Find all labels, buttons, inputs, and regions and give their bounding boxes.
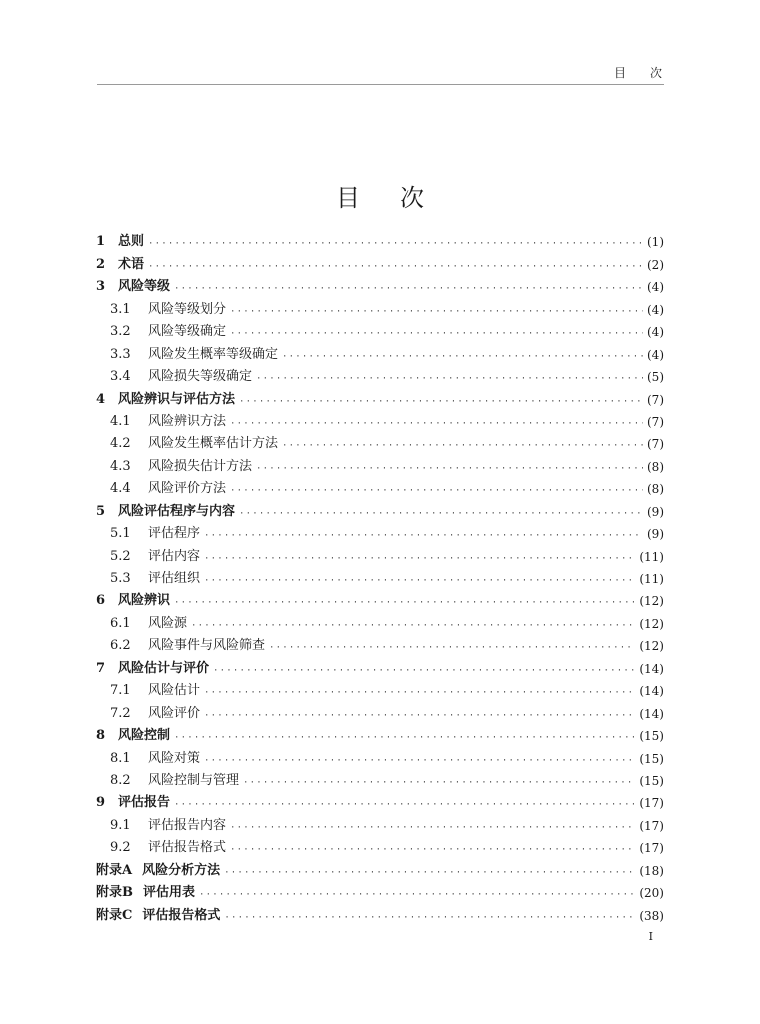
toc-entry-number: 5	[96, 503, 106, 519]
toc-entry-number: 4.4	[110, 481, 131, 497]
toc-entry-label	[96, 882, 195, 904]
toc-entry-number: 4.3	[110, 458, 131, 474]
toc-entry-page: (4)	[647, 280, 664, 295]
toc-entry[interactable]	[96, 343, 664, 365]
toc-entry-text: 评估组织	[148, 571, 201, 586]
toc-entry-label	[96, 905, 220, 927]
toc-dot-leader	[256, 370, 643, 388]
toc-entry-number: 附录B	[96, 885, 133, 901]
toc-dot-leader	[230, 415, 643, 433]
toc-entry-label	[96, 635, 265, 657]
toc-entry-page: (12)	[639, 639, 664, 654]
toc-entry[interactable]	[96, 904, 664, 926]
toc-dot-leader	[174, 594, 635, 612]
toc-entry-label	[96, 837, 226, 859]
toc-entry-number: 6	[96, 593, 106, 609]
toc-entry[interactable]	[96, 837, 664, 859]
toc-dot-leader	[230, 819, 635, 837]
toc-entry-label	[96, 389, 235, 411]
toc-entry-number: 7	[96, 660, 106, 676]
toc-entry[interactable]	[96, 635, 664, 657]
toc-entry-text: 总则	[118, 234, 145, 250]
toc-entry-label	[96, 478, 226, 500]
toc-entry-text: 风险发生概率估计方法	[148, 436, 279, 452]
toc-dot-leader	[230, 303, 643, 321]
toc-entry[interactable]	[96, 792, 664, 814]
toc-entry-text: 风险估计	[148, 683, 201, 699]
toc-entry-number: 5.2	[110, 548, 131, 564]
toc-entry-number: 9.1	[110, 817, 131, 833]
toc-entry-page: (4)	[647, 325, 664, 340]
toc-entry-label	[96, 411, 226, 433]
toc-entry-text: 风险损失估计方法	[148, 458, 253, 474]
toc-entry-page: (15)	[639, 773, 664, 788]
toc-entry-page: (12)	[639, 616, 664, 631]
toc-dot-leader	[213, 662, 635, 680]
toc-entry[interactable]	[96, 321, 664, 343]
toc-entry-number: 2	[96, 256, 106, 272]
toc-entry-text: 风险等级	[118, 279, 171, 295]
running-header-title: 目次	[613, 66, 686, 80]
toc-entry[interactable]	[96, 500, 664, 522]
toc-entry-number: 7.1	[110, 683, 131, 699]
toc-dot-leader	[243, 774, 635, 792]
toc-entry-page: (17)	[639, 841, 664, 856]
toc-entry-number: 3.1	[110, 301, 131, 317]
toc-entry-label	[96, 680, 200, 702]
toc-entry-label	[96, 546, 200, 568]
toc-entry-number: 9	[96, 795, 106, 811]
toc-entry[interactable]	[96, 814, 664, 836]
toc-entry-number: 9.2	[110, 840, 131, 856]
toc-entry-page: (8)	[647, 459, 664, 474]
toc-entry-text: 风险等级划分	[148, 301, 227, 317]
toc-entry[interactable]	[96, 882, 664, 904]
toc-dot-leader	[204, 550, 635, 568]
toc-entry[interactable]	[96, 411, 664, 433]
toc-dot-leader	[174, 729, 635, 747]
toc-entry-text: 风险评价	[148, 705, 201, 721]
toc-entry-label	[96, 501, 235, 523]
toc-dot-leader	[174, 280, 643, 298]
toc-entry-page: (4)	[647, 302, 664, 317]
toc-dot-leader	[204, 684, 635, 702]
toc-entry[interactable]	[96, 478, 664, 500]
toc-entry-number: 8	[96, 728, 106, 744]
toc-entry-text: 风险源	[148, 615, 188, 631]
toc-dot-leader	[174, 796, 635, 814]
toc-dot-leader	[224, 864, 635, 882]
toc-entry-label	[96, 792, 170, 814]
toc-entry-number: 4.1	[110, 413, 131, 429]
toc-entry-text: 风险损失等级确定	[148, 369, 253, 385]
toc-entry-label	[96, 299, 226, 321]
toc-entry-label	[96, 703, 200, 725]
toc-entry-text: 风险控制	[118, 728, 171, 744]
toc-entry-label	[96, 456, 252, 478]
toc-dot-leader	[230, 482, 643, 500]
toc-entry-page: (12)	[639, 594, 664, 609]
toc-entry-label	[96, 860, 220, 882]
toc-entry-number: 3.4	[110, 369, 131, 385]
toc-entry-label	[96, 276, 170, 298]
toc-entry-label	[96, 523, 200, 545]
toc-entry-page: (8)	[647, 482, 664, 497]
toc-entry-page: (38)	[639, 908, 664, 923]
toc-dot-leader	[269, 639, 635, 657]
toc-entry-text: 风险辨识	[118, 593, 171, 609]
toc-entry-page: (7)	[647, 392, 664, 407]
toc-entry-label	[96, 568, 200, 590]
toc-entry[interactable]	[96, 253, 664, 275]
toc-entry-number: 1	[96, 234, 106, 250]
toc-entry-text: 风险等级确定	[148, 324, 227, 340]
toc-entry-text: 风险评价方法	[148, 481, 227, 497]
toc-entry-label	[96, 321, 226, 343]
toc-entry-text: 风险估计与评价	[118, 660, 210, 676]
toc-dot-leader	[230, 841, 635, 859]
toc-entry[interactable]	[96, 747, 664, 769]
toc-entry-number: 3.2	[110, 324, 131, 340]
toc-entry-text: 风险对策	[148, 750, 201, 766]
toc-entry-label	[96, 613, 187, 635]
toc-entry-text: 评估报告格式	[148, 840, 227, 856]
toc-entry-label	[96, 366, 252, 388]
toc-entry-text: 评估报告内容	[148, 817, 227, 833]
toc-entry-label	[96, 231, 144, 253]
toc-entry-page: (11)	[639, 572, 664, 586]
toc-entry-page: (15)	[639, 729, 664, 744]
table-of-contents	[96, 231, 664, 927]
toc-entry-number: 5.1	[110, 526, 131, 542]
toc-entry-text: 评估程序	[148, 526, 201, 542]
toc-entry-text: 评估内容	[148, 548, 201, 564]
toc-entry-text: 术语	[118, 256, 145, 272]
toc-dot-leader	[204, 707, 635, 725]
toc-entry-page: (4)	[647, 347, 664, 362]
toc-entry-number: 6.2	[110, 638, 131, 654]
toc-entry-number: 5.3	[110, 571, 131, 586]
toc-entry[interactable]	[96, 298, 664, 320]
toc-entry-page: (5)	[647, 370, 664, 385]
toc-entry[interactable]	[96, 680, 664, 702]
toc-dot-leader	[224, 909, 635, 927]
toc-entry[interactable]	[96, 770, 664, 792]
toc-entry-label	[96, 658, 209, 680]
toc-dot-leader	[230, 325, 643, 343]
toc-entry-page: (9)	[647, 504, 664, 519]
toc-dot-leader	[239, 393, 643, 411]
toc-entry[interactable]	[96, 702, 664, 724]
toc-entry-number: 7.2	[110, 705, 131, 721]
toc-entry-page: (14)	[639, 661, 664, 676]
toc-entry-number: 8.1	[110, 750, 131, 766]
toc-entry-text: 风险分析方法	[142, 862, 221, 878]
toc-entry-label	[96, 725, 170, 747]
toc-entry-label	[96, 748, 200, 770]
toc-entry-text: 评估报告	[118, 795, 171, 811]
toc-entry-page: (2)	[647, 257, 664, 272]
toc-entry[interactable]	[96, 455, 664, 477]
toc-entry-label	[96, 815, 226, 837]
toc-entry[interactable]	[96, 568, 664, 590]
toc-entry[interactable]	[96, 231, 664, 253]
toc-entry[interactable]	[96, 523, 664, 545]
toc-dot-leader	[256, 460, 643, 478]
toc-dot-leader	[204, 572, 635, 590]
toc-entry-page: (7)	[647, 414, 664, 429]
toc-entry-text: 风险辨识与评估方法	[118, 391, 236, 407]
toc-entry[interactable]	[96, 859, 664, 881]
toc-entry-text: 风险发生概率等级确定	[148, 346, 279, 362]
toc-entry[interactable]	[96, 612, 664, 634]
toc-entry-label	[96, 770, 239, 792]
toc-entry-page: (1)	[647, 235, 664, 250]
toc-dot-leader	[148, 258, 643, 276]
toc-entry-label	[96, 344, 278, 366]
toc-dot-leader	[282, 348, 643, 366]
toc-entry-number: 6.1	[110, 615, 131, 631]
toc-entry[interactable]	[96, 388, 664, 410]
toc-entry-page: (14)	[639, 684, 664, 699]
toc-entry-number: 附录A	[96, 862, 133, 878]
toc-entry[interactable]	[96, 657, 664, 679]
toc-entry-label	[96, 254, 144, 276]
toc-entry-number: 4	[96, 391, 106, 407]
toc-entry-text: 评估用表	[143, 885, 196, 901]
toc-entry-page: (18)	[639, 863, 664, 878]
toc-dot-leader	[282, 437, 643, 455]
toc-dot-leader	[148, 235, 643, 253]
toc-entry[interactable]	[96, 276, 664, 298]
toc-entry-page: (17)	[639, 796, 664, 811]
toc-entry-page: (17)	[639, 818, 664, 833]
toc-entry-number: 4.2	[110, 436, 131, 452]
toc-dot-leader	[191, 617, 635, 635]
toc-entry-page: (15)	[639, 751, 664, 766]
toc-entry-number: 3	[96, 279, 106, 295]
toc-dot-leader	[239, 505, 643, 523]
toc-entry-page: (7)	[647, 437, 664, 452]
toc-entry-text: 风险控制与管理	[148, 772, 240, 788]
toc-entry[interactable]	[96, 725, 664, 747]
running-header	[97, 62, 686, 85]
toc-dot-leader	[204, 752, 635, 770]
toc-entry[interactable]	[96, 366, 664, 388]
toc-entry-text: 评估报告格式	[142, 907, 221, 923]
toc-entry-page: (11)	[639, 549, 664, 564]
toc-entry[interactable]	[96, 590, 664, 612]
toc-entry-number: 8.2	[110, 772, 131, 788]
toc-entry-page: (9)	[647, 527, 664, 542]
toc-entry-text: 风险评估程序与内容	[118, 503, 236, 519]
page-number: I	[648, 930, 653, 943]
toc-entry[interactable]	[96, 433, 664, 455]
toc-entry-page: (14)	[639, 706, 664, 721]
toc-entry-label	[96, 590, 170, 612]
toc-entry-page: (20)	[639, 886, 664, 901]
toc-entry-number: 3.3	[110, 346, 131, 362]
toc-dot-leader	[204, 527, 643, 545]
toc-entry-text: 风险辨识方法	[148, 413, 227, 429]
page-title: 目次	[336, 184, 464, 212]
toc-entry[interactable]	[96, 545, 664, 567]
toc-entry-label	[96, 433, 278, 455]
toc-entry-text: 风险事件与风险筛查	[148, 638, 266, 654]
toc-dot-leader	[199, 886, 635, 904]
toc-entry-number: 附录C	[96, 907, 133, 923]
